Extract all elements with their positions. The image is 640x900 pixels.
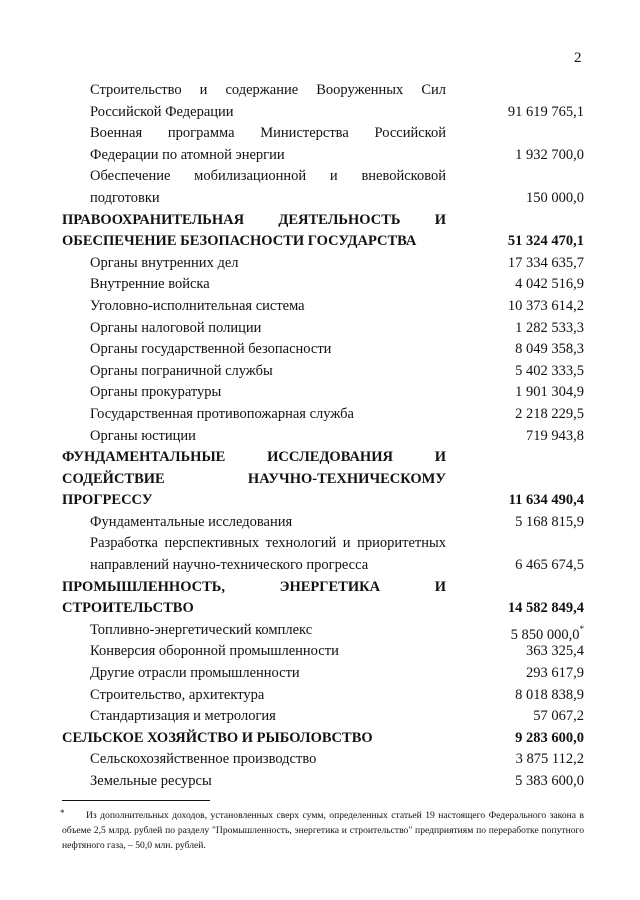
item-label-line: Конверсия оборонной промышленности	[90, 643, 339, 660]
amount-text: 719 943,8	[526, 427, 584, 444]
amount-text: 57 067,2	[533, 708, 584, 725]
item-label-line: Военная программа Министерства Российской	[90, 125, 446, 142]
item-label-line: Строительство и содержание Вооруженных Сил	[90, 82, 446, 98]
section-title-line: ПРОМЫШЛЕННОСТЬ, ЭНЕРГЕТИКА И	[62, 578, 446, 595]
item-amount-value	[508, 102, 584, 124]
item-amount-value	[508, 296, 584, 318]
item-row	[0, 749, 640, 771]
amount-text: 5 850 000,0	[510, 626, 580, 643]
amount-text: 5 383 600,0	[515, 773, 584, 790]
amount-text: 5 168 815,9	[515, 513, 584, 530]
item-row	[0, 339, 640, 361]
item-amount-value	[515, 685, 584, 707]
item-row	[0, 533, 640, 576]
item-row	[0, 620, 640, 642]
item-amount-value	[526, 426, 584, 448]
footnote-text: Из дополнительных доходов, установленных сверх сумм, определенных статьей 19 настоящего Федерального закона в объеме 2,5 млрд. рублей по разделу "Промышленность, энергетика и строительство" предприятиям по переработке попутного нефтяного газа, – 50,0 млн. рублей.	[62, 810, 584, 851]
item-amount-value	[515, 339, 584, 361]
item-label-line: Обеспечение мобилизационной и вневойсковой	[90, 168, 446, 185]
section-total-value	[508, 598, 584, 620]
section-row	[0, 728, 640, 750]
item-amount-value	[526, 663, 584, 685]
amount-text: 1 282 533,3	[515, 319, 584, 336]
amount-text: 3 875 112,2	[515, 751, 584, 768]
item-label-line: Органы юстиции	[90, 427, 196, 444]
section-title-line: СЕЛЬСКОЕ ХОЗЯЙСТВО И РЫБОЛОВСТВО	[62, 729, 373, 746]
item-amount-value	[515, 145, 584, 167]
section-title-line: ПРАВООХРАНИТЕЛЬНАЯ ДЕЯТЕЛЬНОСТЬ И	[62, 211, 446, 228]
section-row	[0, 210, 640, 253]
amount-text: 91 619 765,1	[507, 103, 584, 120]
footnote-mark: *	[60, 808, 65, 818]
item-amount-value	[515, 274, 584, 296]
item-amount-value	[515, 555, 584, 577]
item-amount-value	[516, 749, 584, 771]
item-label-line: Другие отрасли промышленности	[90, 665, 300, 682]
amount-text: 2 218 229,5	[515, 405, 584, 422]
item-amount-value	[508, 253, 584, 275]
item-row	[0, 123, 640, 166]
footnote	[62, 808, 584, 853]
item-label-line: Федерации по атомной энергии	[90, 146, 285, 163]
amount-text: 363 325,4	[526, 643, 584, 660]
footnote-reference: *	[579, 623, 584, 634]
item-row	[0, 663, 640, 685]
item-amount-value	[526, 641, 584, 663]
item-row	[0, 318, 640, 340]
item-amount-value	[515, 771, 584, 793]
amount-text: 4 042 516,9	[515, 276, 584, 293]
section-row	[0, 577, 640, 620]
amount-text: 1 932 700,0	[515, 146, 584, 163]
item-label-line: направлений научно-технического прогресса	[90, 557, 369, 574]
section-title-line: ОБЕСПЕЧЕНИЕ БЕЗОПАСНОСТИ ГОСУДАРСТВА	[62, 233, 417, 250]
item-row	[0, 685, 640, 707]
item-row	[0, 80, 640, 123]
amount-text: 6 465 674,5	[515, 557, 584, 574]
section-total-value	[515, 728, 584, 750]
item-label-line: Стандартизация и метрология	[90, 708, 276, 725]
amount-text: 8 018 838,9	[515, 686, 584, 703]
item-row	[0, 253, 640, 275]
item-amount-value	[515, 361, 584, 383]
amount-text: 1 901 304,9	[515, 384, 584, 401]
amount-text: 11 634 490,4	[508, 492, 584, 509]
section-total-value	[508, 231, 584, 253]
item-label-line: Государственная противопожарная служба	[90, 405, 354, 422]
item-row	[0, 426, 640, 448]
item-label-line: Строительство, архитектура	[90, 686, 265, 703]
amount-text: 150 000,0	[526, 189, 584, 206]
amount-text: 51 324 470,1	[507, 233, 584, 250]
amount-text: 14 582 849,4	[507, 600, 584, 617]
item-label-line: Органы внутренних дел	[90, 254, 239, 271]
item-amount-value	[515, 318, 584, 340]
item-row	[0, 641, 640, 663]
item-row	[0, 296, 640, 318]
item-row	[0, 512, 640, 534]
item-label-line: Разработка перспективных технологий и приоритетных	[90, 535, 446, 552]
section-title-line: СОДЕЙСТВИЕ НАУЧНО-ТЕХНИЧЕСКОМУ	[62, 470, 446, 487]
item-amount-value	[515, 404, 584, 426]
footnote-divider	[62, 800, 210, 801]
item-row	[0, 771, 640, 793]
amount-text: 9 283 600,0	[515, 729, 584, 746]
section-title-line: СТРОИТЕЛЬСТВО	[62, 600, 194, 617]
item-label-line: Уголовно-исполнительная система	[90, 297, 305, 314]
item-label-line: Органы пограничной службы	[90, 362, 273, 379]
item-label-line: Фундаментальные исследования	[90, 513, 293, 530]
item-label-line: Органы налоговой полиции	[90, 319, 262, 336]
item-label-line: Органы прокуратуры	[90, 384, 222, 401]
item-amount-value	[526, 188, 584, 210]
item-label-line: Внутренние войска	[90, 276, 210, 293]
amount-text: 10 373 614,2	[507, 297, 584, 314]
item-label-line: подготовки	[90, 189, 160, 206]
item-label-line: Топливно-энергетический комплекс	[90, 621, 313, 638]
page-number: 2	[574, 50, 582, 66]
item-label-line: Органы государственной безопасности	[90, 341, 332, 358]
item-amount-value	[533, 706, 584, 728]
section-row	[0, 447, 640, 512]
item-amount-value	[515, 382, 584, 404]
amount-text: 17 334 635,7	[507, 254, 584, 271]
amount-text: 5 402 333,5	[515, 362, 584, 379]
item-label-line: Сельскохозяйственное производство	[90, 751, 317, 768]
item-row	[0, 166, 640, 209]
item-row	[0, 404, 640, 426]
section-title-line: ПРОГРЕССУ	[62, 492, 153, 509]
budget-table	[0, 80, 640, 793]
amount-text: 293 617,9	[526, 665, 584, 682]
item-row	[0, 706, 640, 728]
item-row	[0, 274, 640, 296]
item-amount-value	[515, 512, 584, 534]
section-total-value	[509, 490, 584, 512]
item-row	[0, 361, 640, 383]
item-label-line: Земельные ресурсы	[90, 773, 212, 790]
amount-text: 8 049 358,3	[515, 341, 584, 358]
section-title-line: ФУНДАМЕНТАЛЬНЫЕ ИССЛЕДОВАНИЯ И	[62, 449, 446, 466]
item-label-line: Российской Федерации	[90, 103, 234, 120]
item-row	[0, 382, 640, 404]
